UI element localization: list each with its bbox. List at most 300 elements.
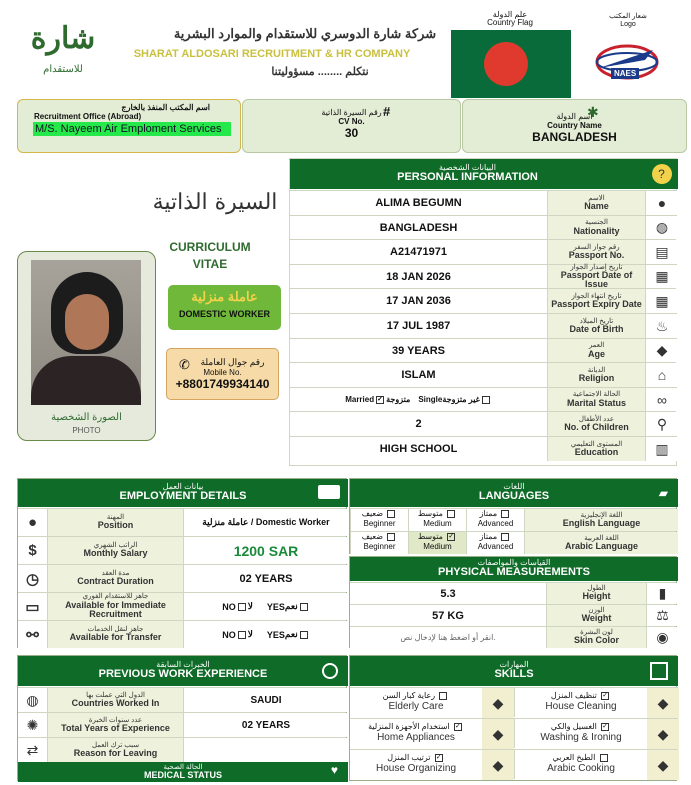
education-icon: ▥ — [655, 440, 669, 457]
experience-icon-cell — [18, 688, 47, 712]
stroller-icon: ⚲ — [656, 415, 668, 432]
flag-label-ar: علم الدولة — [492, 10, 528, 19]
office-value[interactable]: M/S. Nayeem Air Emploment Services — [33, 122, 231, 136]
employment-header — [18, 479, 348, 507]
employment-row — [18, 564, 346, 591]
photo-body — [31, 356, 141, 405]
personal-label — [547, 412, 645, 436]
language-level-checkbox[interactable] — [501, 533, 509, 541]
skill-text — [515, 688, 647, 718]
skill-label-en: Home Appliances — [377, 731, 455, 743]
logo-arabic-text: شارة — [30, 21, 96, 56]
personal-value[interactable]: 2 — [290, 412, 547, 436]
stopwatch-icon: ◷ — [25, 570, 40, 588]
appliance-icon: ◆ — [492, 725, 504, 742]
employment-label-en: Monthly Salary — [83, 548, 148, 559]
personal-value[interactable]: ALIMA BEGUMN — [290, 191, 547, 215]
medical-header-ar: الحالة الصحية — [163, 763, 203, 771]
yes-checkbox[interactable] — [300, 631, 308, 639]
skill-item[interactable] — [514, 718, 678, 748]
photo-label-ar: الصورة الشخصية — [51, 412, 122, 423]
office-label-en: Recruitment Office (Abroad) — [34, 112, 142, 121]
skill-label-ar: ترتيب المنزل — [387, 753, 433, 762]
office-box — [17, 99, 241, 153]
physical-row — [350, 582, 676, 603]
yes-label: YES — [266, 629, 285, 640]
scale-icon: ⚖ — [656, 607, 669, 623]
experience-icon-cell — [18, 738, 47, 762]
cv-title-arabic: السيرة الذاتية — [152, 190, 278, 215]
personal-icon-cell — [645, 412, 678, 436]
employment-row — [18, 620, 346, 647]
no-checkbox[interactable] — [238, 631, 246, 639]
employment-header-ar: بيانات العمل — [162, 482, 204, 492]
employment-value[interactable] — [183, 593, 348, 620]
employment-label — [47, 565, 183, 592]
physical-icon-cell — [646, 605, 678, 626]
country-label-ar: اسم الدولة — [556, 112, 593, 121]
mobile-label-ar: رقم جوال العاملة — [200, 357, 265, 367]
language-level-label-ar: ممتاز — [479, 509, 500, 518]
personal-value[interactable]: 17 JUL 1987 — [290, 314, 547, 338]
dollar-icon: $ — [28, 542, 37, 559]
experience-label — [47, 713, 183, 737]
religion-icon: ⌂ — [657, 367, 667, 384]
cv-number[interactable]: 30 — [344, 126, 359, 140]
physical-value[interactable]: 57 KG — [350, 605, 546, 626]
personal-row — [290, 387, 676, 411]
skills-table — [349, 655, 677, 781]
experience-row — [18, 687, 346, 711]
rings-icon: ∞ — [657, 391, 667, 408]
personal-info-header — [290, 159, 645, 189]
employment-label — [47, 593, 183, 620]
yes-label-ar: نعم — [284, 601, 298, 611]
language-level-label: Medium — [423, 518, 452, 528]
skill-icon-cell — [647, 688, 679, 718]
language-level-beginner[interactable] — [350, 532, 408, 554]
personal-label — [547, 314, 645, 338]
languages-header-ar: اللغات — [503, 482, 525, 492]
skill-item[interactable] — [514, 749, 678, 779]
language-level-label: Beginner — [363, 518, 396, 528]
personal-label — [547, 191, 645, 215]
skill-text — [515, 750, 647, 780]
physical-row — [350, 626, 676, 647]
skill-label-en: Arabic Cooking — [547, 762, 615, 774]
personal-label-ar: العمر — [588, 342, 605, 350]
personal-value[interactable]: ISLAM — [290, 363, 547, 387]
physical-row — [350, 604, 676, 625]
cv-hash: # — [383, 104, 391, 119]
personal-value[interactable]: 39 YEARS — [290, 339, 547, 363]
experience-icon-cell — [18, 713, 47, 737]
cv-title-line-1: CURRICULUM — [169, 240, 251, 254]
mobile-box — [166, 348, 279, 400]
language-level-checkbox[interactable]: ✓ — [448, 532, 455, 540]
skill-checkbox[interactable]: ✓ — [602, 691, 609, 699]
personal-header-icon-cell — [645, 159, 678, 189]
personal-label-en: Passport Date of Issue — [560, 270, 633, 290]
experience-label-en: Reason for Leaving — [73, 747, 158, 758]
physical-label-en: Height — [582, 591, 611, 602]
employment-icon-cell — [18, 509, 47, 536]
employment-icon-cell — [18, 565, 47, 592]
cv-title-line-2: VITAE — [192, 256, 228, 271]
wheelchair-icon: ◆ — [492, 694, 504, 711]
yes-label-ar: نعم — [284, 629, 298, 639]
physical-header-ar: القياسات والمواصفات — [477, 558, 551, 568]
skills-header-en: SKILLS — [494, 668, 534, 681]
no-label-ar: لا — [247, 601, 253, 611]
personal-icon-cell — [645, 216, 678, 240]
skill-icon-cell — [482, 719, 514, 749]
personal-label-ar: الديانة — [587, 366, 606, 374]
experience-header-ar: الخبرات السابقة — [156, 660, 210, 670]
company-tagline: نتكلم ........ مسؤوليتنا — [271, 66, 369, 78]
job-badge — [168, 285, 281, 330]
skill-icon-cell — [482, 688, 514, 718]
cake-icon: ♨ — [655, 317, 669, 334]
personal-value[interactable]: 18 JAN 2026 — [290, 265, 547, 289]
personal-label-ar: تاريخ الميلاد — [579, 317, 614, 325]
personal-label-en: Passport Expiry Date — [551, 299, 642, 310]
employment-table — [17, 478, 347, 648]
employment-label-en: Position — [97, 520, 134, 531]
skill-checkbox[interactable]: ✓ — [435, 753, 442, 761]
language-level-ar — [409, 532, 466, 542]
experience-header-en: PREVIOUS WORK EXPERIENCE — [98, 668, 268, 681]
physical-label-en: Weight — [581, 613, 612, 624]
physical-label-ar: الطول — [587, 585, 606, 593]
skill-label-ar: تنظيف المنزل — [550, 691, 600, 700]
skills-header — [350, 656, 678, 686]
photo-label-en: PHOTO — [72, 426, 101, 435]
country-value[interactable]: BANGLADESH — [532, 130, 617, 144]
experience-label-ar: الدول التي عملت بها — [86, 691, 145, 699]
calendar-icon: ▭ — [25, 598, 40, 616]
skill-label-ar: الغسيل والكي — [550, 722, 600, 731]
personal-label-ar: الحالة الاجتماعية — [572, 391, 621, 399]
country-label-en: Country Name — [547, 121, 602, 130]
cv-label-ar: رقم السيرة الذاتية — [321, 108, 382, 117]
marital-status-value[interactable] — [290, 388, 547, 412]
globe-icon: ◍ — [655, 219, 669, 236]
language-level-label: Advanced — [477, 541, 514, 551]
experience-table — [17, 655, 347, 781]
language-level-checkbox[interactable] — [447, 510, 455, 518]
personal-icon-cell — [645, 314, 678, 338]
personal-label-ar: الاسم — [588, 194, 605, 202]
personal-icon-cell — [645, 437, 678, 461]
personal-row — [290, 313, 676, 337]
physical-value[interactable]: 5.3 — [350, 583, 546, 604]
skill-checkbox[interactable]: ✓ — [602, 722, 609, 730]
office-logo-label — [608, 13, 648, 28]
photo — [31, 260, 141, 405]
personal-row — [290, 411, 676, 435]
skill-text — [515, 719, 647, 749]
language-level-ar — [351, 532, 408, 542]
experience-header — [18, 656, 348, 686]
personal-icon-cell — [645, 339, 678, 363]
personal-value[interactable]: 17 JAN 2036 — [290, 289, 547, 313]
lightbulb-icon: ? — [652, 164, 672, 184]
skill-icon-cell — [482, 750, 514, 780]
personal-label-ar: رقم جواز السفر — [573, 243, 620, 251]
organizing-icon: ◆ — [492, 756, 504, 773]
no-label: NO — [222, 629, 236, 640]
washing-icon: ◆ — [657, 725, 669, 742]
employment-value[interactable]: 1200 SAR — [183, 537, 348, 564]
experience-value[interactable] — [183, 738, 348, 762]
photo-frame — [17, 251, 156, 441]
skill-checkbox[interactable] — [439, 692, 447, 700]
calendar-icon: ▦ — [655, 292, 669, 309]
physical-header-en: PHYSICAL MEASUREMENTS — [438, 566, 590, 579]
employment-label-en: Contract Duration — [77, 576, 154, 587]
personal-label-en: Education — [574, 446, 619, 457]
employment-label-en: Available for Transfer — [69, 632, 162, 643]
personal-icon-cell — [645, 265, 678, 289]
language-level-label-ar: متوسط — [417, 532, 446, 541]
language-level-ar — [351, 509, 408, 519]
naes-text: NAES — [611, 68, 639, 79]
no-label-ar: لا — [247, 629, 253, 639]
personal-icon-cell — [645, 363, 678, 387]
single-checkbox[interactable] — [482, 396, 490, 404]
married-label: Married — [345, 395, 375, 405]
skills-icon — [650, 662, 668, 680]
skill-icon-cell — [647, 719, 679, 749]
skills-header-ar: المهارات — [499, 660, 529, 670]
personal-header-ar: البيانات الشخصية — [439, 163, 496, 173]
personal-label-ar: تاريخ انتهاء الجواز — [571, 293, 622, 300]
language-level-label-ar: ممتاز — [479, 532, 500, 541]
globe-icon: ◍ — [26, 691, 39, 708]
physical-label — [546, 583, 646, 604]
years-icon: ✺ — [26, 716, 39, 733]
language-level-beginner[interactable] — [350, 509, 408, 531]
personal-row — [290, 239, 676, 263]
passport-icon: ▤ — [655, 243, 669, 260]
skill-item[interactable] — [350, 687, 514, 717]
ruler-icon: ▮ — [658, 585, 667, 601]
physical-label-ar: الوزن — [588, 607, 605, 615]
logo-label-ar: شعار المكتب — [609, 13, 647, 20]
country-flag — [451, 30, 571, 98]
language-level-checkbox[interactable] — [501, 510, 509, 518]
personal-label-en: Date of Birth — [569, 323, 624, 334]
language-label-ar: اللغة الإنجليزية — [580, 511, 623, 519]
personal-label-en: Age — [587, 348, 605, 359]
single-label-ar: غير متزوجة — [442, 395, 480, 405]
naes-logo — [593, 38, 661, 86]
languages-header-en: LANGUAGES — [478, 490, 550, 503]
physical-label — [546, 605, 646, 626]
chat-icon: ▰ — [658, 486, 668, 500]
languages-header — [350, 479, 678, 507]
medical-header — [18, 762, 348, 782]
language-level-ar — [409, 509, 466, 519]
personal-label — [547, 363, 645, 387]
language-label — [524, 509, 678, 531]
employment-value[interactable]: عاملة منزلية / Domestic Worker — [183, 509, 348, 536]
cv-box — [242, 99, 461, 153]
physical-icon-cell — [646, 627, 678, 648]
yes-checkbox[interactable] — [300, 603, 308, 611]
age-icon: ◆ — [656, 342, 668, 359]
experience-label — [47, 738, 183, 762]
employment-label — [47, 537, 183, 564]
personal-row — [290, 190, 676, 214]
personal-row — [290, 215, 676, 239]
experience-label-en: Total Years of Experience — [61, 722, 170, 733]
employment-icon-cell — [18, 537, 47, 564]
phone-icon: ✆ — [179, 357, 190, 372]
language-level-advanced[interactable] — [466, 532, 524, 554]
personal-icon-cell — [645, 388, 678, 412]
yes-label: YES — [266, 601, 285, 612]
physical-label-en: Skin Color — [573, 635, 619, 646]
cv-title-english — [160, 239, 260, 273]
married-checkbox[interactable]: ✓ — [377, 395, 384, 403]
employment-label-ar: جاهز للاستقدام الفوري — [82, 593, 149, 601]
personal-label-en: Nationality — [573, 225, 620, 236]
experience-value[interactable]: 02 YEARS — [183, 713, 348, 737]
globe-icon: ✱ — [587, 104, 599, 120]
briefcase-icon — [318, 485, 340, 499]
job-title-en: DOMESTIC WORKER — [179, 309, 270, 319]
skill-item[interactable] — [350, 718, 514, 748]
skill-checkbox[interactable] — [600, 754, 608, 762]
office-label-ar: اسم المكتب المنفذ بالخارج — [121, 103, 210, 112]
language-row — [350, 508, 676, 530]
employment-icon-cell — [18, 621, 47, 648]
employment-value[interactable] — [183, 621, 348, 648]
no-label: NO — [222, 601, 236, 612]
experience-label — [47, 688, 183, 712]
employment-label-ar: المهنة — [106, 514, 125, 522]
no-checkbox[interactable] — [238, 603, 246, 611]
cleaning-icon: ◆ — [657, 694, 669, 711]
personal-value[interactable]: HIGH SCHOOL — [290, 437, 547, 461]
personal-row — [290, 362, 676, 386]
personal-label-en: Religion — [578, 373, 615, 384]
experience-label-ar: عدد سنوات الخبرة — [88, 716, 143, 724]
physical-icon-cell — [646, 583, 678, 604]
skill-text — [350, 750, 482, 780]
mobile-value[interactable]: +8801749934140 — [175, 377, 270, 391]
language-label-en: Arabic Language — [564, 540, 638, 551]
logo-label-en: Logo — [620, 20, 636, 28]
skill-label-ar: استخدام الأجهزة المنزلية — [368, 722, 452, 731]
physical-table — [349, 556, 677, 648]
language-level-medium[interactable] — [408, 509, 466, 531]
skill-checkbox[interactable]: ✓ — [454, 722, 461, 730]
skill-item[interactable] — [514, 687, 678, 717]
personal-row — [290, 436, 676, 460]
skill-text — [350, 688, 482, 718]
language-level-label: Advanced — [477, 518, 514, 528]
flag-circle — [484, 42, 528, 86]
language-level-advanced[interactable] — [466, 509, 524, 531]
photo-face — [65, 294, 109, 350]
employment-icon-cell — [18, 593, 47, 620]
language-level-label-ar: متوسط — [417, 509, 446, 518]
personal-label — [547, 265, 645, 289]
married-label-ar: متزوجة — [386, 395, 411, 405]
worker-icon: ● — [27, 514, 38, 531]
language-level-label-ar: ضعيف — [361, 532, 386, 541]
employment-row — [18, 536, 346, 563]
experience-label-ar: سبب ترك العمل — [91, 741, 140, 749]
skill-label-ar-line — [515, 691, 647, 701]
skill-label-ar: الطبخ العربي — [552, 753, 598, 762]
personal-value[interactable]: BANGLADESH — [290, 216, 547, 240]
personal-value[interactable]: A21471971 — [290, 240, 547, 264]
personal-label-en: No. of Children — [564, 422, 629, 433]
personal-icon-cell — [645, 191, 678, 215]
flag-label-en: Country Flag — [487, 18, 533, 27]
language-level-medium[interactable] — [408, 532, 466, 554]
experience-row — [18, 712, 346, 736]
employment-value[interactable]: 02 YEARS — [183, 565, 348, 592]
personal-label — [547, 289, 645, 313]
employment-label-ar: مدة العقد — [101, 570, 130, 578]
personal-icon-cell — [645, 289, 678, 313]
skill-label-ar: رعاية كبار السن — [382, 691, 438, 700]
personal-label — [547, 339, 645, 363]
language-level-label: Medium — [423, 541, 452, 551]
country-box — [462, 99, 687, 153]
skill-label-ar-line — [350, 722, 482, 732]
language-level-checkbox[interactable] — [387, 533, 395, 541]
language-label — [524, 532, 678, 554]
experience-label-en: Countries Worked In — [71, 697, 160, 708]
employment-label — [47, 509, 183, 536]
language-label-ar: اللغة العربية — [584, 534, 619, 542]
skill-item[interactable] — [350, 749, 514, 779]
calendar-icon: ▦ — [655, 268, 669, 285]
arrows-icon: ⇄ — [26, 741, 39, 758]
language-level-checkbox[interactable] — [387, 510, 395, 518]
employment-label-en: Available for Immediate Recruitment — [65, 599, 166, 620]
skill-text — [350, 719, 482, 749]
language-label-en: English Language — [562, 517, 641, 528]
language-level-ar — [467, 509, 524, 519]
personal-label — [547, 240, 645, 264]
personal-row — [290, 338, 676, 362]
cooking-icon: ◆ — [657, 756, 669, 773]
globe-icon — [322, 663, 338, 679]
personal-label-ar: تاريخ إصدار الجواز — [570, 263, 623, 271]
experience-value[interactable]: SAUDI — [183, 688, 348, 712]
employment-label — [47, 621, 183, 648]
logo-subtitle: للاستقدام — [43, 64, 83, 75]
mobile-label-en: Mobile No. — [203, 368, 242, 377]
physical-label-ar: لون البشرة — [580, 629, 613, 637]
personal-label-en: Name — [584, 200, 609, 211]
personal-row — [290, 288, 676, 312]
personal-label-ar: الجنسية — [585, 219, 608, 227]
physical-value[interactable]: انقر أو اضغط هنا لإدخال نص. — [350, 627, 546, 648]
employment-header-en: EMPLOYMENT DETAILS — [119, 490, 247, 503]
personal-label — [547, 437, 645, 461]
company-name-arabic: شركة شارة الدوسري للاستقدام والموارد البشرية — [173, 26, 437, 41]
language-level-label-ar: ضعيف — [361, 509, 386, 518]
languages-table — [349, 478, 677, 554]
